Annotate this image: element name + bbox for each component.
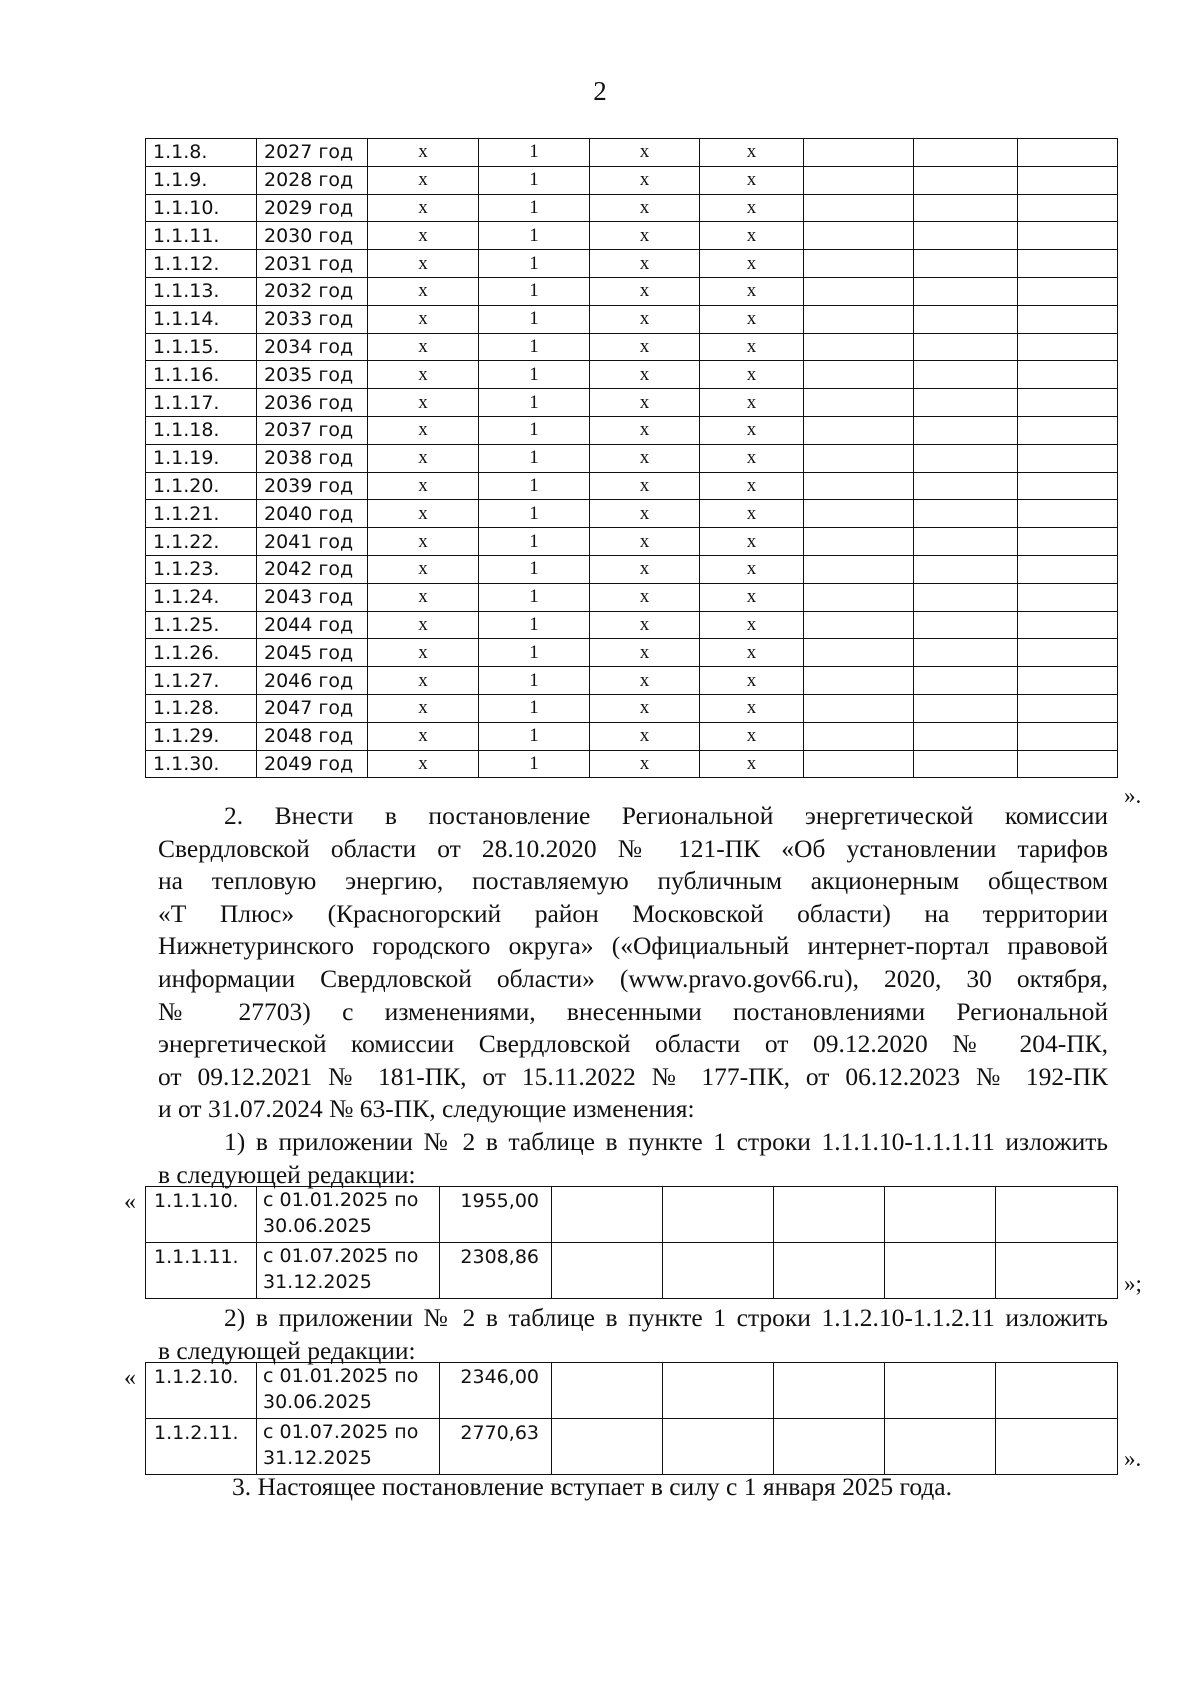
value-cell: х <box>700 416 804 444</box>
row-number-cell: 1.1.20. <box>146 472 257 500</box>
value-cell: х <box>700 166 804 194</box>
empty-cell <box>1018 250 1118 278</box>
empty-cell <box>804 444 914 472</box>
table-row <box>146 555 1118 583</box>
table-row <box>146 1243 1118 1299</box>
row-number-cell: 1.1.27. <box>146 667 257 695</box>
row-number-cell: 1.1.14. <box>146 305 257 333</box>
empty-cell <box>885 1363 996 1419</box>
row-number-cell: 1.1.15. <box>146 333 257 361</box>
value-cell: х <box>590 667 700 695</box>
table-row <box>146 416 1118 444</box>
value-cell: х <box>368 305 479 333</box>
value-cell: х <box>590 639 700 667</box>
empty-cell <box>663 1187 774 1243</box>
tariff-cell: 2346,00 <box>440 1363 552 1419</box>
row-number-cell: 1.1.24. <box>146 583 257 611</box>
value-cell: х <box>368 555 479 583</box>
empty-cell <box>1018 139 1118 167</box>
item-1-open-quote: « <box>124 1189 136 1215</box>
empty-cell <box>804 139 914 167</box>
empty-cell <box>1018 611 1118 639</box>
row-number-cell: 1.1.18. <box>146 416 257 444</box>
value-cell: х <box>700 333 804 361</box>
table-row <box>146 1187 1118 1243</box>
table-row <box>146 500 1118 528</box>
empty-cell <box>914 222 1018 250</box>
period-cell: с 01.01.2025 по 30.06.2025 <box>257 1187 440 1243</box>
empty-cell <box>1018 389 1118 417</box>
empty-cell <box>804 555 914 583</box>
empty-cell <box>774 1187 885 1243</box>
empty-cell <box>804 277 914 305</box>
value-cell: х <box>590 722 700 750</box>
row-number-cell: 1.1.17. <box>146 389 257 417</box>
value-cell: 1 <box>479 639 590 667</box>
table-row <box>146 277 1118 305</box>
empty-cell <box>914 361 1018 389</box>
paragraph-line: Нижнетуринского городского округа» («Официальный интернет-портал правовой <box>158 931 1108 961</box>
value-cell: х <box>700 639 804 667</box>
value-cell: х <box>368 139 479 167</box>
value-cell: х <box>368 416 479 444</box>
value-cell: 1 <box>479 277 590 305</box>
value-cell: х <box>368 694 479 722</box>
table-row <box>146 639 1118 667</box>
empty-cell <box>804 250 914 278</box>
empty-cell <box>804 667 914 695</box>
value-cell: 1 <box>479 333 590 361</box>
empty-cell <box>914 528 1018 556</box>
table-row <box>146 528 1118 556</box>
empty-cell <box>914 139 1018 167</box>
empty-cell <box>1018 361 1118 389</box>
row-number-cell: 1.1.28. <box>146 694 257 722</box>
value-cell: х <box>368 166 479 194</box>
row-number-cell: 1.1.16. <box>146 361 257 389</box>
empty-cell <box>663 1419 774 1475</box>
paragraph-line: Свердловской области от 28.10.2020 № 121-ПК «Об установлении тарифов <box>158 833 1108 863</box>
empty-cell <box>914 277 1018 305</box>
tariff-cell: 2770,63 <box>440 1419 552 1475</box>
empty-cell <box>996 1419 1118 1475</box>
paragraph-line: и от 31.07.2024 № 63-ПК, следующие изменения: <box>158 1094 695 1124</box>
year-cell: 2039 год <box>257 472 368 500</box>
value-cell: 1 <box>479 472 590 500</box>
empty-cell <box>1018 667 1118 695</box>
period-cell: с 01.07.2025 по 31.12.2025 <box>257 1243 440 1299</box>
value-cell: х <box>368 722 479 750</box>
value-cell: х <box>700 361 804 389</box>
year-cell: 2034 год <box>257 333 368 361</box>
value-cell: х <box>590 139 700 167</box>
value-cell: х <box>700 583 804 611</box>
value-cell: х <box>700 277 804 305</box>
value-cell: х <box>368 472 479 500</box>
value-cell: 1 <box>479 222 590 250</box>
value-cell: х <box>590 389 700 417</box>
empty-cell <box>914 500 1018 528</box>
paragraph-line: информации Свердловской области» (www.pravo.gov66.ru), 2020, 30 октября, <box>158 963 1108 993</box>
empty-cell <box>804 389 914 417</box>
paragraph-line: в следующей редакции: <box>158 1335 416 1365</box>
empty-cell <box>663 1363 774 1419</box>
value-cell: х <box>368 194 479 222</box>
table-row <box>146 166 1118 194</box>
year-cell: 2028 год <box>257 166 368 194</box>
year-cell: 2035 год <box>257 361 368 389</box>
value-cell: х <box>368 361 479 389</box>
year-cell: 2033 год <box>257 305 368 333</box>
table-row <box>146 333 1118 361</box>
value-cell: х <box>368 528 479 556</box>
value-cell: х <box>700 389 804 417</box>
empty-cell <box>804 528 914 556</box>
empty-cell <box>804 361 914 389</box>
value-cell: х <box>368 500 479 528</box>
value-cell: х <box>368 222 479 250</box>
row-number-cell: 1.1.26. <box>146 639 257 667</box>
row-number-cell: 1.1.25. <box>146 611 257 639</box>
row-number-cell: 1.1.23. <box>146 555 257 583</box>
row-code-cell: 1.1.2.11. <box>146 1419 257 1475</box>
empty-cell <box>996 1243 1118 1299</box>
empty-cell <box>552 1419 663 1475</box>
value-cell: х <box>700 472 804 500</box>
empty-cell <box>1018 555 1118 583</box>
value-cell: х <box>590 444 700 472</box>
paragraph-line: в следующей редакции: <box>158 1159 416 1189</box>
row-number-cell: 1.1.22. <box>146 528 257 556</box>
value-cell: х <box>590 750 700 778</box>
empty-cell <box>804 694 914 722</box>
empty-cell <box>1018 750 1118 778</box>
empty-cell <box>663 1243 774 1299</box>
table-row <box>146 222 1118 250</box>
value-cell: х <box>368 250 479 278</box>
value-cell: х <box>700 139 804 167</box>
year-cell: 2036 год <box>257 389 368 417</box>
empty-cell <box>804 472 914 500</box>
value-cell: х <box>700 500 804 528</box>
year-cell: 2040 год <box>257 500 368 528</box>
row-number-cell: 1.1.13. <box>146 277 257 305</box>
value-cell: 1 <box>479 389 590 417</box>
empty-cell <box>914 389 1018 417</box>
row-number-cell: 1.1.21. <box>146 500 257 528</box>
empty-cell <box>1018 444 1118 472</box>
table-row <box>146 472 1118 500</box>
value-cell: 1 <box>479 416 590 444</box>
value-cell: х <box>700 305 804 333</box>
value-cell: х <box>700 250 804 278</box>
value-cell: х <box>368 583 479 611</box>
value-cell: х <box>368 667 479 695</box>
table-row <box>146 1419 1118 1475</box>
year-cell: 2047 год <box>257 694 368 722</box>
table-row <box>146 722 1118 750</box>
value-cell: 1 <box>479 500 590 528</box>
year-cell: 2045 год <box>257 639 368 667</box>
value-cell: 1 <box>479 250 590 278</box>
value-cell: х <box>700 222 804 250</box>
empty-cell <box>804 611 914 639</box>
value-cell: х <box>590 333 700 361</box>
paragraph-line: на тепловую энергию, поставляемую публичным акционерным обществом <box>158 866 1108 896</box>
value-cell: 1 <box>479 528 590 556</box>
value-cell: х <box>590 416 700 444</box>
value-cell: х <box>368 611 479 639</box>
row-code-cell: 1.1.1.11. <box>146 1243 257 1299</box>
value-cell: х <box>590 611 700 639</box>
empty-cell <box>1018 639 1118 667</box>
empty-cell <box>1018 166 1118 194</box>
row-number-cell: 1.1.8. <box>146 139 257 167</box>
page-number: 2 <box>593 76 607 106</box>
paragraph-line: «Т Плюс» (Красногорский район Московской области) на территории <box>158 898 1108 928</box>
value-cell: х <box>700 194 804 222</box>
empty-cell <box>914 694 1018 722</box>
tariff-cell: 1955,00 <box>440 1187 552 1243</box>
table-row <box>146 1363 1118 1419</box>
row-number-cell: 1.1.9. <box>146 166 257 194</box>
year-cell: 2041 год <box>257 528 368 556</box>
period-cell: с 01.07.2025 по 31.12.2025 <box>257 1419 440 1475</box>
period-cell: с 01.01.2025 по 30.06.2025 <box>257 1363 440 1419</box>
value-cell: х <box>700 528 804 556</box>
item-2-closing-mark: ». <box>1124 1446 1142 1471</box>
empty-cell <box>914 750 1018 778</box>
empty-cell <box>1018 194 1118 222</box>
year-cell: 2029 год <box>257 194 368 222</box>
value-cell: х <box>590 555 700 583</box>
empty-cell <box>804 222 914 250</box>
empty-cell <box>1018 333 1118 361</box>
empty-cell <box>914 194 1018 222</box>
value-cell: х <box>590 361 700 389</box>
value-cell: х <box>590 277 700 305</box>
value-cell: 1 <box>479 583 590 611</box>
main-table-closing-mark: ». <box>1124 783 1142 808</box>
value-cell: х <box>700 444 804 472</box>
empty-cell <box>774 1243 885 1299</box>
empty-cell <box>885 1187 996 1243</box>
value-cell: х <box>700 611 804 639</box>
empty-cell <box>914 555 1018 583</box>
value-cell: х <box>590 583 700 611</box>
paragraph-line: 2) в приложении № 2 в таблице в пункте 1 строки 1.1.2.10-1.1.2.11 изложить <box>224 1303 1108 1332</box>
year-cell: 2044 год <box>257 611 368 639</box>
value-cell: 1 <box>479 611 590 639</box>
value-cell: х <box>590 500 700 528</box>
empty-cell <box>774 1419 885 1475</box>
item-2-amendment-table <box>145 1362 1118 1475</box>
row-code-cell: 1.1.1.10. <box>146 1187 257 1243</box>
table-row <box>146 444 1118 472</box>
empty-cell <box>914 667 1018 695</box>
value-cell: х <box>368 444 479 472</box>
value-cell: х <box>368 389 479 417</box>
value-cell: 1 <box>479 667 590 695</box>
value-cell: х <box>590 222 700 250</box>
empty-cell <box>804 194 914 222</box>
row-code-cell: 1.1.2.10. <box>146 1363 257 1419</box>
year-cell: 2048 год <box>257 722 368 750</box>
empty-cell <box>1018 222 1118 250</box>
empty-cell <box>1018 277 1118 305</box>
empty-cell <box>914 583 1018 611</box>
value-cell: х <box>590 166 700 194</box>
item-1-paragraph <box>158 1126 1108 1191</box>
empty-cell <box>1018 583 1118 611</box>
table-row <box>146 305 1118 333</box>
row-number-cell: 1.1.11. <box>146 222 257 250</box>
value-cell: х <box>368 277 479 305</box>
empty-cell <box>914 472 1018 500</box>
empty-cell <box>914 166 1018 194</box>
value-cell: х <box>368 333 479 361</box>
empty-cell <box>885 1243 996 1299</box>
value-cell: х <box>700 722 804 750</box>
empty-cell <box>804 722 914 750</box>
paragraph-line: от 09.12.2021 № 181-ПК, от 15.11.2022 № 177-ПК, от 06.12.2023 № 192-ПК <box>158 1061 1108 1091</box>
empty-cell <box>1018 416 1118 444</box>
value-cell: х <box>700 750 804 778</box>
row-number-cell: 1.1.29. <box>146 722 257 750</box>
value-cell: х <box>590 250 700 278</box>
tariff-cell: 2308,86 <box>440 1243 552 1299</box>
year-cell: 2027 год <box>257 139 368 167</box>
empty-cell <box>1018 305 1118 333</box>
value-cell: х <box>368 639 479 667</box>
year-cell: 2043 год <box>257 583 368 611</box>
empty-cell <box>804 333 914 361</box>
table-row <box>146 667 1118 695</box>
item-2-open-quote: « <box>124 1365 136 1391</box>
empty-cell <box>914 611 1018 639</box>
year-cell: 2032 год <box>257 277 368 305</box>
value-cell: 1 <box>479 722 590 750</box>
empty-cell <box>885 1419 996 1475</box>
table-row <box>146 361 1118 389</box>
empty-cell <box>1018 528 1118 556</box>
value-cell: 1 <box>479 694 590 722</box>
table-row <box>146 389 1118 417</box>
paragraph-line: № 27703) с изменениями, внесенными постановлениями Региональной <box>158 996 1108 1026</box>
empty-cell <box>914 305 1018 333</box>
empty-cell <box>804 166 914 194</box>
table-row <box>146 139 1118 167</box>
value-cell: 1 <box>479 194 590 222</box>
year-cell: 2049 год <box>257 750 368 778</box>
empty-cell <box>996 1363 1118 1419</box>
value-cell: х <box>590 528 700 556</box>
section-3-effective-date: 3. Настоящее постановление вступает в силу с 1 января 2025 года. <box>232 1472 953 1501</box>
value-cell: 1 <box>479 444 590 472</box>
year-cell: 2037 год <box>257 416 368 444</box>
row-number-cell: 1.1.12. <box>146 250 257 278</box>
year-cell: 2030 год <box>257 222 368 250</box>
table-row <box>146 250 1118 278</box>
empty-cell <box>1018 500 1118 528</box>
empty-cell <box>804 500 914 528</box>
empty-cell <box>996 1187 1118 1243</box>
empty-cell <box>804 583 914 611</box>
row-number-cell: 1.1.10. <box>146 194 257 222</box>
section-2-paragraph <box>158 800 1108 1126</box>
value-cell: х <box>700 694 804 722</box>
table-row <box>146 583 1118 611</box>
empty-cell <box>774 1363 885 1419</box>
empty-cell <box>914 639 1018 667</box>
value-cell: х <box>700 667 804 695</box>
empty-cell <box>914 722 1018 750</box>
year-cell: 2046 год <box>257 667 368 695</box>
year-cell: 2038 год <box>257 444 368 472</box>
paragraph-line: 2. Внести в постановление Региональной энергетической комиссии <box>224 801 1108 830</box>
value-cell: х <box>700 555 804 583</box>
empty-cell <box>1018 472 1118 500</box>
value-cell: 1 <box>479 750 590 778</box>
tariff-continuation-table <box>145 138 1118 778</box>
empty-cell <box>1018 722 1118 750</box>
item-1-closing-mark: »; <box>1124 1271 1142 1296</box>
item-2-paragraph <box>158 1302 1108 1367</box>
empty-cell <box>804 639 914 667</box>
empty-cell <box>914 333 1018 361</box>
value-cell: х <box>590 694 700 722</box>
value-cell: х <box>590 305 700 333</box>
empty-cell <box>804 416 914 444</box>
empty-cell <box>914 250 1018 278</box>
table-row <box>146 611 1118 639</box>
table-row <box>146 750 1118 778</box>
paragraph-line: 1) в приложении № 2 в таблице в пункте 1 строки 1.1.1.10-1.1.1.11 изложить <box>224 1127 1108 1156</box>
empty-cell <box>552 1363 663 1419</box>
value-cell: х <box>590 472 700 500</box>
value-cell: х <box>590 194 700 222</box>
year-cell: 2042 год <box>257 555 368 583</box>
empty-cell <box>914 444 1018 472</box>
table-row <box>146 194 1118 222</box>
empty-cell <box>914 416 1018 444</box>
value-cell: 1 <box>479 139 590 167</box>
item-1-amendment-table <box>145 1186 1118 1299</box>
year-cell: 2031 год <box>257 250 368 278</box>
value-cell: 1 <box>479 555 590 583</box>
value-cell: 1 <box>479 361 590 389</box>
row-number-cell: 1.1.19. <box>146 444 257 472</box>
table-row <box>146 694 1118 722</box>
row-number-cell: 1.1.30. <box>146 750 257 778</box>
value-cell: х <box>368 750 479 778</box>
empty-cell <box>804 750 914 778</box>
empty-cell <box>552 1243 663 1299</box>
empty-cell <box>1018 694 1118 722</box>
value-cell: 1 <box>479 305 590 333</box>
value-cell: 1 <box>479 166 590 194</box>
empty-cell <box>804 305 914 333</box>
empty-cell <box>552 1187 663 1243</box>
paragraph-line: энергетической комиссии Свердловской области от 09.12.2020 № 204-ПК, <box>158 1029 1108 1059</box>
